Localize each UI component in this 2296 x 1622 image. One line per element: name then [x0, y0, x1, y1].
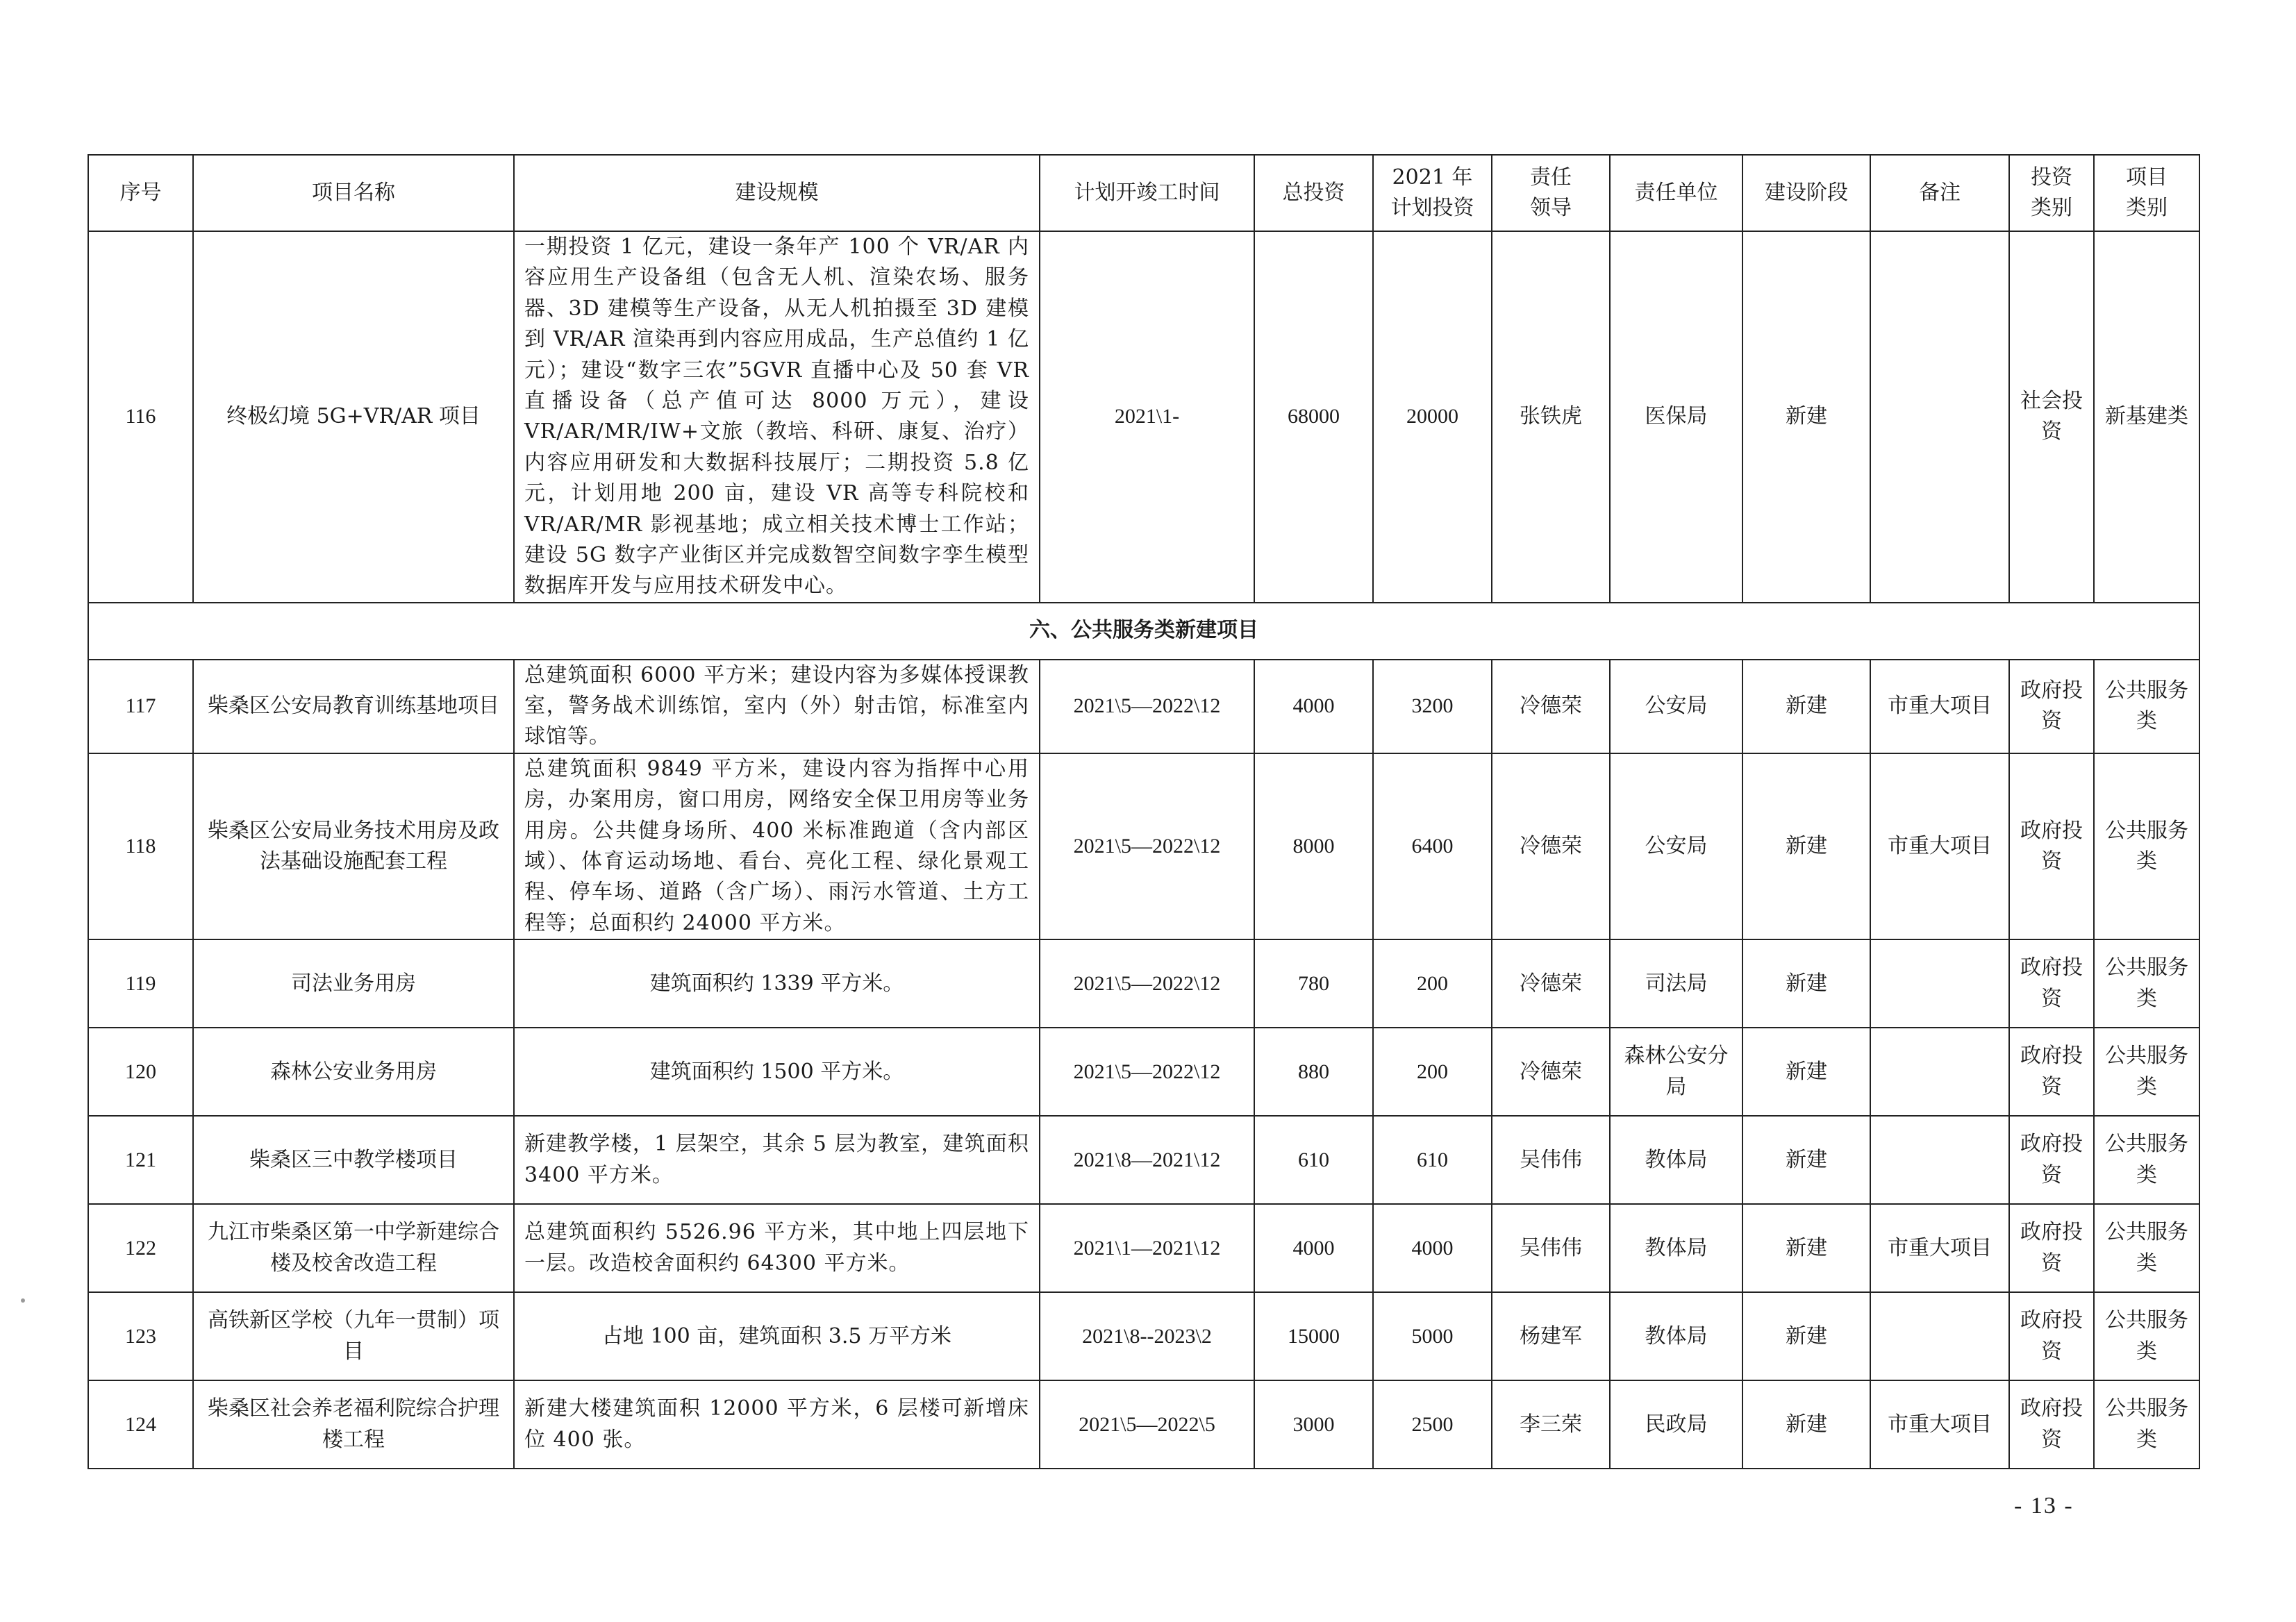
- cell-project-type: 新基建类: [2094, 231, 2199, 603]
- cell-no: 118: [88, 753, 193, 939]
- cell-total-investment: 8000: [1254, 753, 1373, 939]
- cell-total-investment: 3000: [1254, 1380, 1373, 1469]
- cell-remark: [1870, 939, 2009, 1028]
- cell-no: 121: [88, 1116, 193, 1204]
- cell-unit: 教体局: [1610, 1204, 1742, 1292]
- header-project-type-line2: 类别: [2126, 196, 2168, 220]
- table-row: [88, 1116, 2199, 1204]
- cell-stage: 新建: [1742, 1380, 1870, 1469]
- cell-plan-2021: 610: [1373, 1116, 1492, 1204]
- cell-unit: 医保局: [1610, 231, 1742, 603]
- cell-unit: 公安局: [1610, 660, 1742, 753]
- cell-leader: 吴伟伟: [1492, 1204, 1610, 1292]
- cell-leader: 张铁虎: [1492, 231, 1610, 603]
- cell-name: 终极幻境 5G+VR/AR 项目: [193, 231, 514, 603]
- cell-project-type: 公共服务类: [2094, 1380, 2199, 1469]
- cell-name: 柴桑区公安局教育训练基地项目: [193, 660, 514, 753]
- cell-stage: 新建: [1742, 231, 1870, 603]
- header-project-type: [2094, 155, 2199, 231]
- cell-no: 120: [88, 1028, 193, 1116]
- cell-project-type: 公共服务类: [2094, 1028, 2199, 1116]
- cell-schedule: 2021\5—2022\12: [1040, 660, 1254, 753]
- table-row: [88, 1380, 2199, 1469]
- cell-remark: 市重大项目: [1870, 660, 2009, 753]
- cell-remark: 市重大项目: [1870, 1380, 2009, 1469]
- header-scale: 建设规模: [514, 155, 1040, 231]
- page-number: - 13 -: [2014, 1493, 2074, 1519]
- cell-stage: 新建: [1742, 1204, 1870, 1292]
- cell-unit: 司法局: [1610, 939, 1742, 1028]
- cell-stage: 新建: [1742, 660, 1870, 753]
- cell-leader: 杨建军: [1492, 1292, 1610, 1380]
- cell-schedule: 2021\8—2021\12: [1040, 1116, 1254, 1204]
- cell-plan-2021: 200: [1373, 1028, 1492, 1116]
- header-plan-2021-line1: 2021 年: [1392, 165, 1473, 190]
- cell-investment-type: 政府投资: [2009, 753, 2094, 939]
- cell-name: 柴桑区公安局业务技术用房及政法基础设施配套工程: [193, 753, 514, 939]
- cell-leader: 冷德荣: [1492, 1028, 1610, 1116]
- cell-project-type: 公共服务类: [2094, 1292, 2199, 1380]
- section-row: [88, 603, 2199, 660]
- cell-project-type: 公共服务类: [2094, 1116, 2199, 1204]
- cell-plan-2021: 5000: [1373, 1292, 1492, 1380]
- table-row: [88, 753, 2199, 939]
- cell-no: 116: [88, 231, 193, 603]
- cell-investment-type: 政府投资: [2009, 939, 2094, 1028]
- cell-scale: 总建筑面积约 5526.96 平方米，其中地上四层地下一层。改造校舍面积约 64300 平方米。: [514, 1204, 1040, 1292]
- cell-unit: 公安局: [1610, 753, 1742, 939]
- cell-schedule: 2021\5—2022\12: [1040, 939, 1254, 1028]
- cell-remark: [1870, 1292, 2009, 1380]
- cell-schedule: 2021\5—2022\5: [1040, 1380, 1254, 1469]
- cell-stage: 新建: [1742, 753, 1870, 939]
- table-row: [88, 660, 2199, 753]
- cell-no: 122: [88, 1204, 193, 1292]
- cell-leader: 冷德荣: [1492, 660, 1610, 753]
- cell-leader: 李三荣: [1492, 1380, 1610, 1469]
- cell-unit: 民政局: [1610, 1380, 1742, 1469]
- scan-speck: [21, 1298, 25, 1303]
- header-name: 项目名称: [193, 155, 514, 231]
- cell-total-investment: 68000: [1254, 231, 1373, 603]
- cell-remark: [1870, 231, 2009, 603]
- cell-scale: 建筑面积约 1500 平方米。: [514, 1028, 1040, 1116]
- cell-scale: 一期投资 1 亿元，建设一条年产 100 个 VR/AR 内容应用生产设备组（包含无人机、渲染农场、服务器、3D 建模等生产设备，从无人机拍摄至 3D 建模到 VR/AR 渲染再到内容应用成品，生产总值约 1 亿元）；建设“数字三农”5GVR 直播中心及 50 套 VR 直播设备（总产值可达 8000 万元），建设 VR/AR/MR/IW+文旅（教培、科研、康复、治疗）内容应用研发和大数据科技展厅；二期投资 5.8 亿元，计划用地 200 亩，建设 VR 高等专科院校和 VR/AR/MR 影视基地；成立相关技术博士工作站；建设 5G 数字产业街区并完成数智空间数字孪生模型数据库开发与应用技术研发中心。: [514, 231, 1040, 603]
- cell-investment-type: 政府投资: [2009, 660, 2094, 753]
- cell-stage: 新建: [1742, 1028, 1870, 1116]
- cell-total-investment: 15000: [1254, 1292, 1373, 1380]
- cell-leader: 吴伟伟: [1492, 1116, 1610, 1204]
- cell-schedule: 2021\5—2022\12: [1040, 1028, 1254, 1116]
- cell-unit: 教体局: [1610, 1116, 1742, 1204]
- cell-investment-type: 政府投资: [2009, 1380, 2094, 1469]
- table-row: [88, 1028, 2199, 1116]
- cell-plan-2021: 6400: [1373, 753, 1492, 939]
- cell-plan-2021: 4000: [1373, 1204, 1492, 1292]
- cell-investment-type: 政府投资: [2009, 1116, 2094, 1204]
- cell-plan-2021: 3200: [1373, 660, 1492, 753]
- cell-scale: 总建筑面积 9849 平方米，建设内容为指挥中心用房，办案用房，窗口用房，网络安全保卫用房等业务用房。公共健身场所、400 米标准跑道（含内部区域）、体育运动场地、看台、亮化工程、绿化景观工程、停车场、道路（含广场）、雨污水管道、土方工程等；总面积约 24000 平方米。: [514, 753, 1040, 939]
- cell-total-investment: 4000: [1254, 1204, 1373, 1292]
- cell-name: 九江市柴桑区第一中学新建综合楼及校舍改造工程: [193, 1204, 514, 1292]
- cell-schedule: 2021\1—2021\12: [1040, 1204, 1254, 1292]
- header-leader-line1: 责任: [1530, 165, 1572, 190]
- cell-scale: 新建大楼建筑面积 12000 平方米，6 层楼可新增床位 400 张。: [514, 1380, 1040, 1469]
- cell-schedule: 2021\5—2022\12: [1040, 753, 1254, 939]
- cell-scale: 总建筑面积 6000 平方米；建设内容为多媒体授课教室，警务战术训练馆，室内（外）射击馆，标准室内球馆等。: [514, 660, 1040, 753]
- header-stage: 建设阶段: [1742, 155, 1870, 231]
- header-investment-type-line1: 投资: [2031, 165, 2072, 190]
- cell-remark: [1870, 1116, 2009, 1204]
- table-row: [88, 231, 2199, 603]
- header-plan-2021-line2: 计划投资: [1390, 196, 1474, 220]
- cell-investment-type: 政府投资: [2009, 1292, 2094, 1380]
- header-row: [88, 155, 2199, 231]
- cell-investment-type: 政府投资: [2009, 1204, 2094, 1292]
- cell-stage: 新建: [1742, 1292, 1870, 1380]
- header-leader-line2: 领导: [1530, 196, 1572, 220]
- cell-name: 柴桑区社会养老福利院综合护理楼工程: [193, 1380, 514, 1469]
- cell-leader: 冷德荣: [1492, 939, 1610, 1028]
- cell-project-type: 公共服务类: [2094, 939, 2199, 1028]
- cell-total-investment: 780: [1254, 939, 1373, 1028]
- cell-schedule: 2021\1-: [1040, 231, 1254, 603]
- cell-stage: 新建: [1742, 939, 1870, 1028]
- cell-no: 123: [88, 1292, 193, 1380]
- table-row: [88, 1204, 2199, 1292]
- cell-name: 柴桑区三中教学楼项目: [193, 1116, 514, 1204]
- cell-project-type: 公共服务类: [2094, 660, 2199, 753]
- cell-scale: 建筑面积约 1339 平方米。: [514, 939, 1040, 1028]
- cell-stage: 新建: [1742, 1116, 1870, 1204]
- cell-investment-type: 政府投资: [2009, 1028, 2094, 1116]
- cell-no: 124: [88, 1380, 193, 1469]
- project-table: [88, 154, 2200, 1469]
- cell-schedule: 2021\8--2023\2: [1040, 1292, 1254, 1380]
- header-plan-2021: [1373, 155, 1492, 231]
- cell-scale: 新建教学楼，1 层架空，其余 5 层为教室，建筑面积 3400 平方米。: [514, 1116, 1040, 1204]
- header-unit: 责任单位: [1610, 155, 1742, 231]
- cell-remark: 市重大项目: [1870, 753, 2009, 939]
- cell-project-type: 公共服务类: [2094, 1204, 2199, 1292]
- header-investment-type: [2009, 155, 2094, 231]
- cell-investment-type: 社会投资: [2009, 231, 2094, 603]
- cell-no: 117: [88, 660, 193, 753]
- header-project-type-line1: 项目: [2126, 165, 2168, 190]
- cell-total-investment: 880: [1254, 1028, 1373, 1116]
- header-no: 序号: [88, 155, 193, 231]
- cell-no: 119: [88, 939, 193, 1028]
- cell-name: 高铁新区学校（九年一贯制）项目: [193, 1292, 514, 1380]
- header-schedule: 计划开竣工时间: [1040, 155, 1254, 231]
- cell-name: 森林公安业务用房: [193, 1028, 514, 1116]
- section-title: 六、公共服务类新建项目: [88, 603, 2199, 660]
- cell-unit: 教体局: [1610, 1292, 1742, 1380]
- cell-remark: [1870, 1028, 2009, 1116]
- header-total-investment: 总投资: [1254, 155, 1373, 231]
- cell-total-investment: 4000: [1254, 660, 1373, 753]
- cell-plan-2021: 2500: [1373, 1380, 1492, 1469]
- cell-leader: 冷德荣: [1492, 753, 1610, 939]
- cell-total-investment: 610: [1254, 1116, 1373, 1204]
- header-remark: 备注: [1870, 155, 2009, 231]
- cell-remark: 市重大项目: [1870, 1204, 2009, 1292]
- cell-unit: 森林公安分局: [1610, 1028, 1742, 1116]
- table-row: [88, 1292, 2199, 1380]
- cell-project-type: 公共服务类: [2094, 753, 2199, 939]
- table-row: [88, 939, 2199, 1028]
- cell-plan-2021: 20000: [1373, 231, 1492, 603]
- cell-scale: 占地 100 亩，建筑面积 3.5 万平方米: [514, 1292, 1040, 1380]
- cell-name: 司法业务用房: [193, 939, 514, 1028]
- header-leader: [1492, 155, 1610, 231]
- cell-plan-2021: 200: [1373, 939, 1492, 1028]
- header-investment-type-line2: 类别: [2031, 196, 2072, 220]
